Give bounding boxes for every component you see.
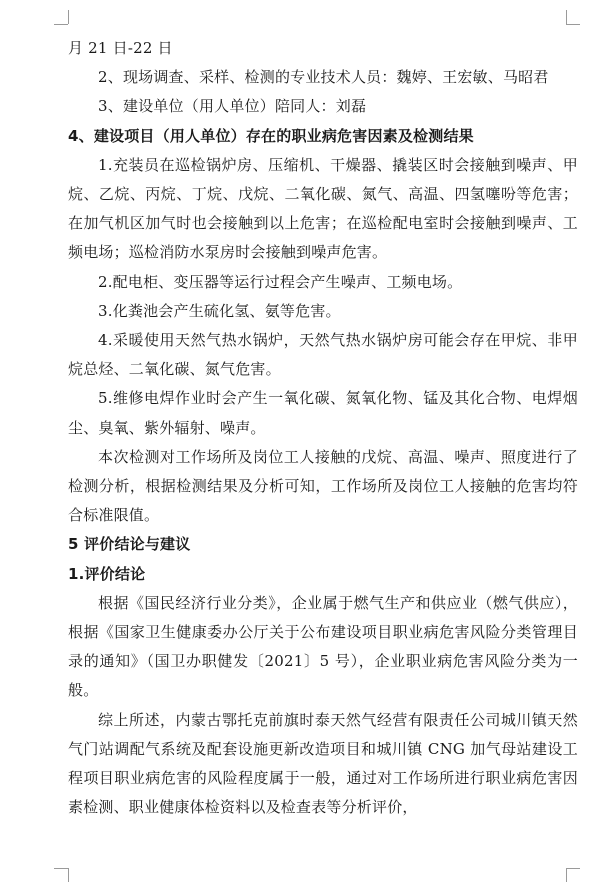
body-paragraph: 根据《国民经济行业分类》，企业属于燃气生产和供应业（燃气供应），根据《国家卫生健康委办公厅关于公布建设项目职业病危害风险分类管理目录的通知》（国卫办职健发〔2021〕5 号），企业职业病危害风险分类为一般。 <box>68 593 578 700</box>
section-heading: 1.评价结论 <box>68 564 146 583</box>
crop-mark-bottom-left-h <box>54 868 68 869</box>
crop-mark-top-right-v <box>566 10 567 24</box>
document-body <box>68 34 578 822</box>
body-paragraph: 1.充装员在巡检锅炉房、压缩机、干燥器、撬装区时会接触到噪声、甲烷、乙烷、丙烷、丁烷、戊烷、二氧化碳、氮气、高温、四氢噻吩等危害；在加气机区加气时也会接触到以上危害；在巡检配电室时会接触到噪声、工频电场；巡检消防水泵房时会接触到噪声危害。 <box>68 155 578 262</box>
body-paragraph: 4.采暖使用天然气热水锅炉，天然气热水锅炉房可能会存在甲烷、非甲烷总烃、二氧化碳、氮气危害。 <box>68 331 578 379</box>
body-paragraph: 5.维修电焊作业时会产生一氧化碳、氮氧化物、锰及其化合物、电焊烟尘、臭氧、紫外辐射、噪声。 <box>68 389 578 437</box>
crop-mark-bottom-right-h <box>566 868 580 869</box>
crop-mark-top-left-v <box>68 10 69 24</box>
body-paragraph: 2、现场调查、采样、检测的专业技术人员：魏婷、王宏敏、马昭君 <box>98 68 549 87</box>
body-paragraph: 3.化粪池会产生硫化氢、氨等危害。 <box>98 301 341 320</box>
crop-mark-top-right-h <box>566 24 580 25</box>
section-heading: 5 评价结论与建议 <box>68 535 191 554</box>
crop-mark-top-left-h <box>54 24 68 25</box>
crop-mark-bottom-right-v <box>566 868 567 882</box>
section-heading: 4、建设项目（用人单位）存在的职业病危害因素及检测结果 <box>68 126 474 145</box>
body-paragraph: 综上所述，内蒙古鄂托克前旗时泰天然气经营有限责任公司城川镇天然气门站调配气系统及配套设施更新改造项目和城川镇 CNG 加气母站建设工程项目职业病危害的风险程度属于一般，通过对工作场所进行职业病危害因素检测、职业健康体检资料以及检查表等分析评价， <box>68 710 578 817</box>
body-paragraph: 2.配电柜、变压器等运行过程会产生噪声、工频电场。 <box>98 272 463 291</box>
body-paragraph: 月 21 日-22 日 <box>68 39 173 57</box>
body-paragraph: 3、建设单位（用人单位）陪同人：刘磊 <box>98 97 367 116</box>
body-paragraph: 本次检测对工作场所及岗位工人接触的戊烷、高温、噪声、照度进行了检测分析，根据检测结果及分析可知，工作场所及岗位工人接触的危害均符合标准限值。 <box>68 447 578 525</box>
crop-mark-bottom-left-v <box>68 868 69 882</box>
